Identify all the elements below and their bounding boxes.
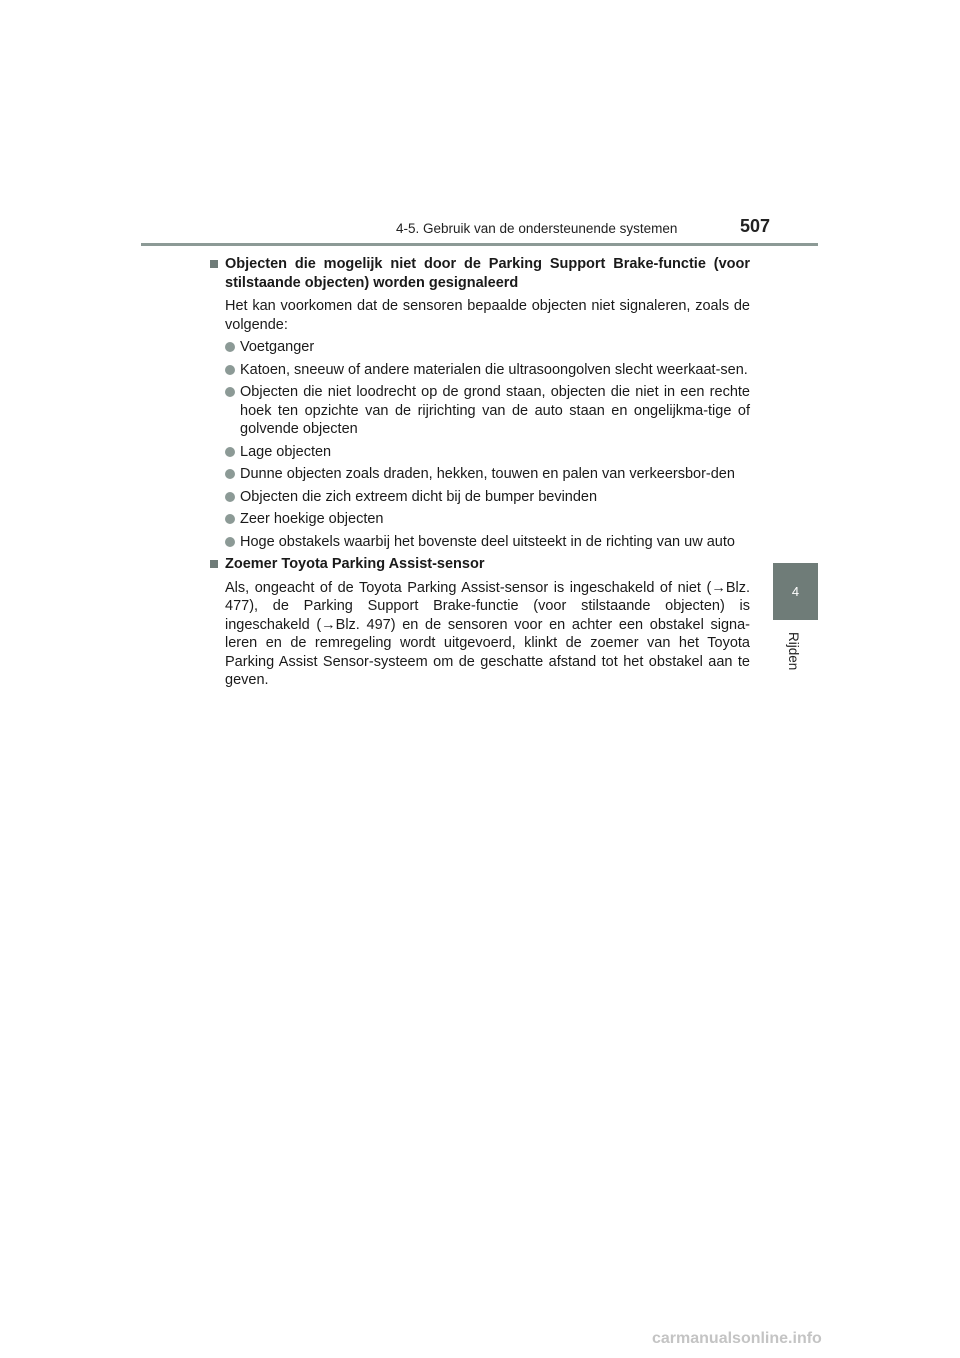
section-heading (210, 255, 750, 292)
section-heading (210, 555, 750, 574)
circle-bullet-icon (225, 514, 235, 524)
circle-bullet-icon (225, 447, 235, 457)
page-content (210, 255, 750, 694)
section-intro: Het kan voorkomen dat de sensoren bepaalde objecten niet signaleren, zoals de volgende: (225, 298, 750, 333)
chapter-label: Rijden (786, 632, 801, 671)
section-heading-text: Zoemer Toyota Parking Assist-sensor (225, 556, 485, 572)
list-item (225, 488, 750, 507)
list-item-text: Objecten die zich extreem dicht bij de bumper bevinden (240, 488, 598, 505)
list-item (225, 533, 750, 552)
circle-bullet-icon (225, 387, 235, 397)
header-divider (141, 243, 818, 246)
list-item (225, 510, 750, 529)
bullet-list (210, 338, 750, 551)
list-item (225, 338, 750, 357)
list-item-text: Zeer hoekige objecten (240, 511, 384, 527)
circle-bullet-icon (225, 469, 235, 479)
list-item (225, 361, 750, 380)
circle-bullet-icon (225, 342, 235, 352)
circle-bullet-icon (225, 537, 235, 547)
list-item (225, 465, 750, 484)
chapter-number: 4 (791, 584, 800, 599)
list-item (225, 443, 750, 462)
list-item-text: Dunne objecten zoals draden, hekken, touwen en palen van verkeersbor-den (240, 466, 735, 482)
list-item-text: Katoen, sneeuw of andere materialen die ultrasoongolven slecht weerkaat-sen. (240, 361, 748, 378)
list-item-text: Hoge obstakels waarbij het bovenste deel uitsteekt in de richting van uw auto (240, 533, 735, 550)
list-item-text: Voetganger (240, 339, 315, 355)
square-bullet-icon (210, 560, 218, 568)
section-heading-text: Objecten die mogelijk niet door de Parking Support Brake-functie (voor stilstaande objecten) worden gesignaleerd (225, 256, 750, 291)
circle-bullet-icon (225, 365, 235, 375)
list-item-text: Lage objecten (240, 443, 332, 460)
circle-bullet-icon (225, 492, 235, 502)
page-number: 507 (740, 216, 771, 236)
list-item (225, 383, 750, 439)
section-body: Als, ongeacht of de Toyota Parking Assist-sensor is ingeschakeld of niet (→Blz. 477), de Parking Support Brake-functie (voor stilstaande objecten) is ingeschakeld (→Blz. 497) en de sensoren voor en achter een obstakel signa-leren en de remregeling wordt uitgevoerd, klinkt de zoemer van het Toyota Parking Assist Sensor-systeem om de geschatte afstand tot het obstakel aan te geven. (225, 579, 750, 688)
square-bullet-icon (210, 260, 218, 268)
chapter-tab (773, 563, 818, 620)
list-item-text: Objecten die niet loodrecht op de grond staan, objecten die niet in een rechte hoek ten opzichte van de rijrichting van de auto staan en ongelijkma-tige of golvende objecten (240, 384, 750, 437)
watermark-link[interactable]: carmanualsonline.info (652, 1330, 822, 1347)
section-title: 4-5. Gebruik van de ondersteunende systemen (396, 221, 678, 236)
